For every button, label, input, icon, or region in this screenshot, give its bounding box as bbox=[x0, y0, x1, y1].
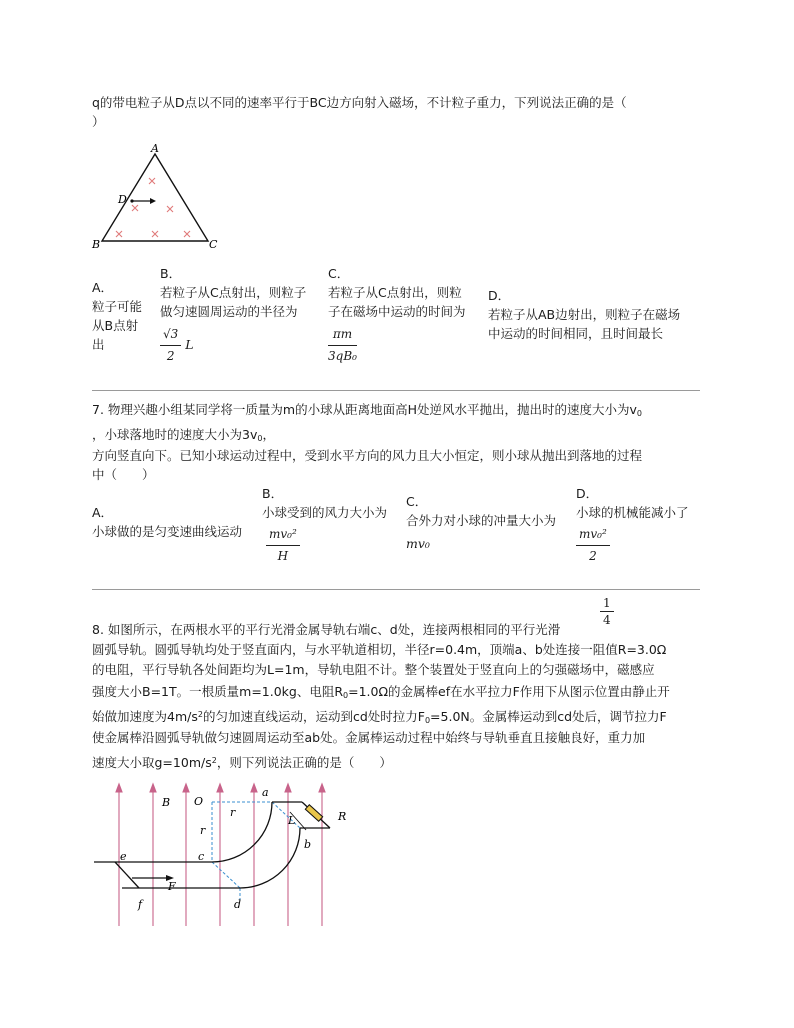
label-c: c bbox=[198, 850, 205, 863]
option-text-3: 出 bbox=[92, 337, 105, 352]
label-B: B bbox=[162, 796, 171, 809]
option-text-1: 若粒子从C点射出，则粒子 bbox=[160, 285, 307, 300]
option-letter: D． bbox=[488, 288, 511, 303]
radius-formula: $\frac{√3}{2}$ L bbox=[160, 325, 306, 366]
label-F: F bbox=[168, 880, 176, 893]
energy-loss-formula: $\frac{\text{mv₀²}}{2}$ bbox=[576, 525, 689, 566]
q8-stem-line1: 8. 如图所示，在两根水平的平行光滑金属导轨右端c、d处，连接两根相同的平行光滑 bbox=[92, 622, 561, 637]
divider bbox=[92, 589, 700, 590]
q6-stem-line1: q的带电粒子从D点以不同的速率平行于BC边方向射入磁场，不计粒子重力，下列说法正确的是（ bbox=[92, 95, 627, 110]
option-letter: B． bbox=[262, 486, 284, 501]
q8-stem-line6: 使金属棒沿圆弧导轨做匀速圆周运动至ab处。金属棒运动过程中始终与导轨垂直且接触良好，重力加 bbox=[92, 730, 646, 745]
option-letter: D． bbox=[576, 486, 599, 501]
construction-lines bbox=[212, 802, 300, 900]
label-f: f bbox=[138, 898, 143, 911]
option-letter: C． bbox=[406, 494, 428, 509]
q7-stem-line1: 7. 物理兴趣小组某同学将一质量为m的小球从距离地面高H处逆风水平抛出，抛出时的速度大小为$v_0$ bbox=[92, 402, 642, 418]
option-text-2: 从B点射 bbox=[92, 318, 139, 333]
wind-force-formula: $\frac{\text{mv₀²}}{H}$ bbox=[266, 525, 387, 566]
label-r-side: r bbox=[200, 824, 206, 837]
option-text-2: 中运动的时间相同，且时间最长 bbox=[488, 326, 664, 341]
option-text-1: 若粒子从AB边射出，则粒子在磁场 bbox=[488, 307, 681, 322]
q7-stem-line3: 方向竖直向下。已知小球运动过程中，受到水平方向的风力且大小恒定，则小球从抛出到落地的过程 bbox=[92, 448, 643, 463]
option-text-1: 粒子可能 bbox=[92, 299, 143, 314]
q8-stem-line7: 速度大小取$g=10m/s^2$，则下列说法正确的是（ ） bbox=[92, 755, 392, 770]
q6-triangle-figure bbox=[88, 140, 228, 255]
label-a: a bbox=[262, 786, 269, 799]
option-text: 小球的机械能减小了 bbox=[576, 505, 689, 520]
impulse-formula: mv₀ bbox=[406, 536, 430, 551]
q7-option-c[interactable] bbox=[406, 492, 556, 553]
label-d: d bbox=[234, 898, 242, 911]
label-C: C bbox=[209, 238, 218, 251]
label-b: b bbox=[304, 838, 312, 851]
label-D: D bbox=[118, 193, 127, 206]
option-text: 小球做的是匀变速曲线运动 bbox=[92, 524, 243, 539]
label-R: R bbox=[338, 810, 347, 823]
option-text-2: 子在磁场中运动的时间为 bbox=[328, 304, 466, 319]
q7-option-d[interactable] bbox=[576, 484, 689, 566]
option-letter: C． bbox=[328, 266, 350, 281]
q7-stem-line2: ，小球落地时的速度大小为$3v_0$， bbox=[92, 427, 275, 443]
option-text-1: 若粒子从C点射出，则粒 bbox=[328, 285, 462, 300]
option-text: 合外力对小球的冲量大小为 bbox=[406, 513, 557, 528]
q6-option-d[interactable] bbox=[488, 286, 680, 343]
q8-rail-figure bbox=[92, 780, 362, 928]
magnetic-field-crosses bbox=[116, 178, 190, 237]
q7-stem-line4: 中（ ） bbox=[92, 467, 155, 482]
q6-option-a[interactable] bbox=[92, 278, 142, 354]
option-text: 小球受到的风力大小为 bbox=[262, 505, 388, 520]
time-formula: $\frac{\pi m}{\text{3qB₀}}$ bbox=[328, 327, 357, 363]
option-letter: A． bbox=[92, 280, 114, 295]
label-B: B bbox=[92, 238, 101, 251]
label-A: A bbox=[151, 142, 159, 155]
resistor-r bbox=[305, 805, 322, 822]
option-letter: A． bbox=[92, 505, 114, 520]
q6-stem-line2: ） bbox=[92, 114, 105, 129]
option-letter: B． bbox=[160, 266, 182, 281]
quarter-fraction: $\frac{1}{4}$ bbox=[600, 596, 614, 627]
label-r-top: r bbox=[230, 806, 236, 819]
q6-option-b[interactable] bbox=[160, 264, 306, 366]
option-text-2: 做匀速圆周运动的半径为 bbox=[160, 304, 298, 319]
label-e: e bbox=[120, 850, 127, 863]
q8-stem-line2: 圆弧导轨。圆弧导轨均处于竖直面内，与水平轨道相切，半径r=0.4m，顶端a、b处连接一阻值R=3.0Ω bbox=[92, 642, 667, 657]
q7-option-b[interactable] bbox=[262, 484, 387, 566]
q8-stem-line3: 的电阻，平行导轨各处间距均为L=1m，导轨电阻不计。整个装置处于竖直向上的匀强磁场中，磁感应 bbox=[92, 662, 655, 677]
label-O: O bbox=[194, 795, 204, 808]
q6-option-c[interactable] bbox=[328, 264, 466, 366]
label-L: L bbox=[288, 814, 296, 827]
q7-option-a[interactable] bbox=[92, 503, 242, 541]
q8-stem-line5: 始做加速度为$4m/s^2$的匀加速直线运动，运动到cd处时拉力$F_0=5.0N$。金属棒运动到cd处后，调节拉力F bbox=[92, 709, 667, 725]
divider bbox=[92, 390, 700, 391]
q8-stem-line4: 强度大小B=1T。一根质量m=1.0kg、电阻$R_0=1.0\Omega$的金属棒ef在水平拉力F作用下从图示位置由静止开 bbox=[92, 684, 670, 700]
